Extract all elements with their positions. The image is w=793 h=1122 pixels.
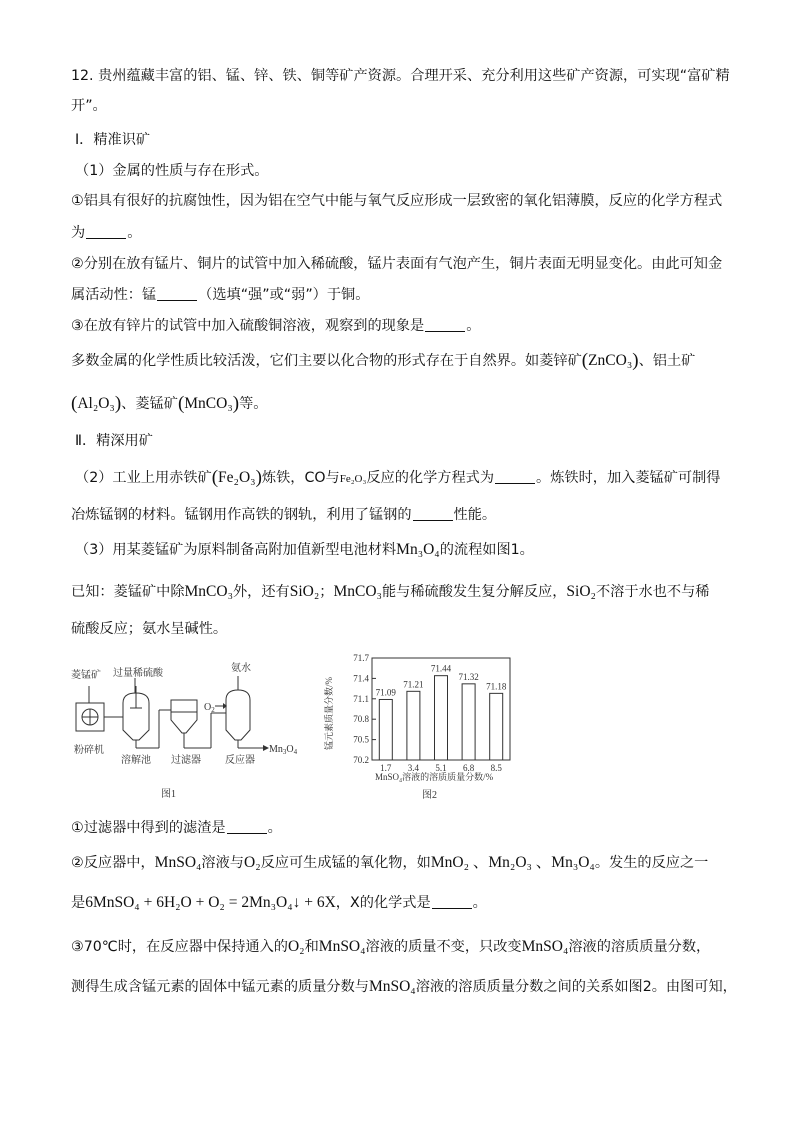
chart-bar: [490, 693, 503, 760]
chart-y-axis-label: 锰元素质量分数/%: [324, 677, 334, 750]
chart-x-tick-label: 5.1: [435, 763, 447, 773]
filter-tank: [171, 700, 197, 733]
q1-a-line-1: ①铝具有很好的抗腐蚀性，因为铝在空气中能与氧气反应形成一层致密的氧化铝薄膜，反应的化学方程式: [71, 193, 723, 209]
period: 。: [267, 820, 282, 836]
q3-c-text-c: 溶液的质量不变，只改变: [365, 939, 522, 955]
known-line-2: 硫酸反应；氨水呈碱性。: [71, 621, 228, 637]
q3-c-text-d: 溶液的溶质质量分数，: [568, 939, 711, 955]
ore-text-d: 等。: [239, 396, 268, 412]
fig1-reactor-label: 反应器: [225, 755, 255, 766]
section-1-title: Ⅰ．精准识矿: [75, 132, 151, 148]
q3-text-b: 的流程如图1。: [439, 542, 534, 558]
q3-c-text-b: 和: [304, 939, 319, 955]
known-text-e: 不溶于水也不与稀: [595, 584, 710, 600]
formula-mn3o4: Mn₃O₄: [396, 541, 440, 558]
chart-y-tick-label: 71.1: [353, 693, 369, 704]
chart-bar-value-label: 71.21: [403, 679, 424, 690]
known-text-c: ；: [319, 584, 334, 600]
formula-mnso4: MnSO₄: [318, 938, 366, 955]
chart-bar-value-label: 71.32: [458, 671, 479, 682]
formula-fe2o3: Fe₂O₃: [218, 469, 256, 486]
q1-a-line-2: [71, 223, 141, 243]
q3-c-text-a: ③70℃时，在反应器中保持通入的: [71, 939, 288, 955]
q3-b-line-2: [71, 893, 487, 913]
formula-mnco3: MnCO₃: [184, 395, 233, 412]
q2-line-2: [71, 505, 496, 525]
known-text-a: 已知：菱锰矿中除: [71, 584, 185, 600]
formula-mnco3: MnCO₃: [333, 583, 382, 600]
fig1-ammonia-label: 氨水: [231, 663, 251, 674]
chart-bar: [407, 691, 420, 760]
answer-blank-q3-b[interactable]: [432, 894, 472, 909]
q3-text-a: （3）用某菱锰矿为原料制备高附加值新型电池材料: [75, 542, 397, 558]
ore-line-2: (Al₂O₃)、菱锰矿(MnCO₃)等。: [71, 393, 268, 414]
formula-znco3: ZnCO₃: [588, 352, 633, 369]
chart-bar-value-label: 71.18: [486, 681, 507, 692]
chart-x-tick-label: 6.8: [462, 763, 475, 773]
q3-c-text-f: 溶液的溶质质量分数之间的关系如图2。由图可知，: [415, 979, 737, 995]
q2-line-1: （2）工业上用赤铁矿(Fe₂O₃)炼铁，CO与Fe₂O₃反应的化学方程式为 。炼铁时，加入菱锰矿可制得: [75, 467, 721, 488]
q3-a-text: ①过滤器中得到的滤渣是: [71, 820, 226, 836]
ore-text-b: 、铝土矿: [638, 353, 696, 369]
formula-fe2o3-small: Fe₂O₃: [339, 473, 367, 485]
q3-b-text-b: 溶液与: [201, 855, 244, 871]
answer-blank-q1-b[interactable]: [157, 286, 197, 301]
known-line-1: [71, 582, 709, 602]
q1-c-line-1: [71, 316, 480, 336]
chart-bar-value-label: 71.09: [375, 687, 396, 698]
chart-y-tick-label: 70.2: [353, 755, 369, 765]
q1-a-text: 为: [71, 225, 86, 241]
period: 。: [466, 318, 481, 334]
formula-mnso4: MnSO₄: [368, 978, 416, 995]
formula-mnco3: MnCO₃: [184, 583, 233, 600]
chart-x-tick-label: 3.4: [407, 763, 420, 773]
chart-bar: [379, 699, 392, 760]
answer-blank-q3-a[interactable]: [227, 819, 267, 834]
fig1-filter-label: 过滤器: [171, 755, 201, 766]
chart-y-tick-label: 70.8: [353, 714, 369, 725]
chart-x-axis-label: MnSO₄溶液的溶质质量分数/%: [375, 772, 494, 782]
reaction-equation: 6MnSO₄ + 6H₂O + O₂ = 2Mn₃O₄↓ + 6X: [85, 894, 336, 911]
chart-bar: [435, 676, 448, 760]
formula-al2o3: Al₂O₃: [77, 395, 115, 412]
formula-sio2: SiO₂: [289, 583, 320, 600]
answer-blank-q2-a[interactable]: [495, 469, 535, 484]
q2-text-c: 反应的化学方程式为: [366, 470, 495, 486]
q3-b-text-a: ②反应器中，: [71, 855, 155, 871]
ore-text-a: 多数金属的化学性质比较活泼，它们主要以化合物的形式存在于自然界。如菱锌矿: [71, 353, 582, 369]
ore-line-1: 多数金属的化学性质比较活泼，它们主要以化合物的形式存在于自然界。如菱锌矿(ZnCO₃)、铝土矿: [71, 350, 696, 371]
q3-title: [75, 540, 534, 560]
q1-c-text: ③在放有锌片的试管中加入硫酸铜溶液，观察到的现象是: [71, 318, 425, 334]
q3-b-text-e: 是: [71, 895, 86, 911]
q2-text-b: 炼铁，CO与: [261, 470, 340, 486]
chart-x-tick-label: 8.5: [490, 763, 502, 773]
q2-text-f: 性能。: [453, 507, 497, 523]
chart-x-tick-label: 1.7: [380, 763, 392, 773]
fig1-product-label: $Mn_3O_4$: [269, 744, 298, 756]
fig1-caption: 图1: [161, 789, 176, 800]
q3-a-line: [71, 818, 282, 838]
chart-bar: [462, 684, 475, 760]
chart-y-tick-label: 71.7: [353, 653, 369, 663]
formula-sio2: SiO₂: [566, 583, 596, 600]
formula-mnso4: MnSO₄: [521, 938, 569, 955]
chart-y-tick-label: 70.5: [353, 734, 369, 745]
chart-y-tick-label: 71.4: [353, 673, 369, 684]
period: 。: [472, 895, 487, 911]
question-stem-line-1: 12. 贵州蕴藏丰富的铝、锰、锌、铁、铜等矿产资源。合理开采、充分利用这些矿产资源，可实现“富矿精: [71, 68, 730, 84]
fig1-o2-label: $O_2$: [204, 702, 215, 714]
known-text-d: 能与稀硫酸发生复分解反应，: [381, 584, 567, 600]
reactor-tank: [226, 690, 250, 740]
question-stem-line-2: 开”。: [71, 98, 107, 114]
figure-2-bar-chart: [320, 650, 520, 802]
formula-mnso4: MnSO₄: [154, 854, 202, 871]
q2-text-e: 冶炼锰钢的材料。锰钢用作高铁的钢轨，利用了锰钢的: [71, 507, 412, 523]
fig1-crusher-label: 粉碎机: [74, 745, 104, 756]
ore-text-c: 、菱锰矿: [121, 396, 178, 412]
formula-o2: O₂: [244, 854, 261, 871]
q2-text-d: 。炼铁时，加入菱锰矿可制得: [536, 470, 721, 486]
q3-c-line-2: [71, 977, 737, 997]
q3-b-text-f: ，X的化学式是: [335, 895, 431, 911]
known-text-b: 外，还有: [232, 584, 290, 600]
formula-oxides: MnO₂ 、Mn₂O₃ 、Mn₃O₄: [430, 854, 595, 871]
answer-blank-q1-c[interactable]: [425, 317, 465, 332]
q1-b-line-2: [71, 285, 369, 305]
fig1-ore-label: 菱锰矿: [71, 670, 101, 681]
q3-c-text-e: 测得生成含锰元素的固体中锰元素的质量分数与: [71, 979, 369, 995]
figure-1-flowchart: [71, 648, 311, 803]
q3-c-line-1: [71, 937, 710, 957]
q1-b-text-a: 属活动性：锰: [71, 287, 157, 303]
answer-blank-q2-b[interactable]: [413, 506, 453, 521]
q3-b-line-1: [71, 853, 708, 873]
section-2-title: Ⅱ．精深用矿: [75, 433, 153, 449]
q3-b-text-c: 反应可生成锰的氧化物，如: [260, 855, 431, 871]
chart-bar-value-label: 71.44: [430, 663, 452, 674]
fig1-acid-label: 过量稀硫酸: [113, 668, 163, 679]
formula-o2: O₂: [287, 938, 305, 955]
q1-b-text-b: （选填“强”或“弱”）于铜。: [198, 287, 370, 303]
q1-b-line-1: ②分别在放有锰片、铜片的试管中加入稀硫酸，锰片表面有气泡产生，铜片表面无明显变化。由此可知金: [71, 256, 723, 272]
chart-caption: 图2: [422, 790, 437, 801]
q2-text-a: （2）工业上用赤铁矿: [75, 470, 212, 486]
answer-blank-q1-a[interactable]: [86, 224, 126, 239]
period: 。: [127, 225, 142, 241]
q3-b-text-d: 。发生的反应之一: [594, 855, 709, 871]
q1-title: （1）金属的性质与存在形式。: [75, 163, 269, 179]
fig1-dissolver-label: 溶解池: [121, 755, 151, 766]
